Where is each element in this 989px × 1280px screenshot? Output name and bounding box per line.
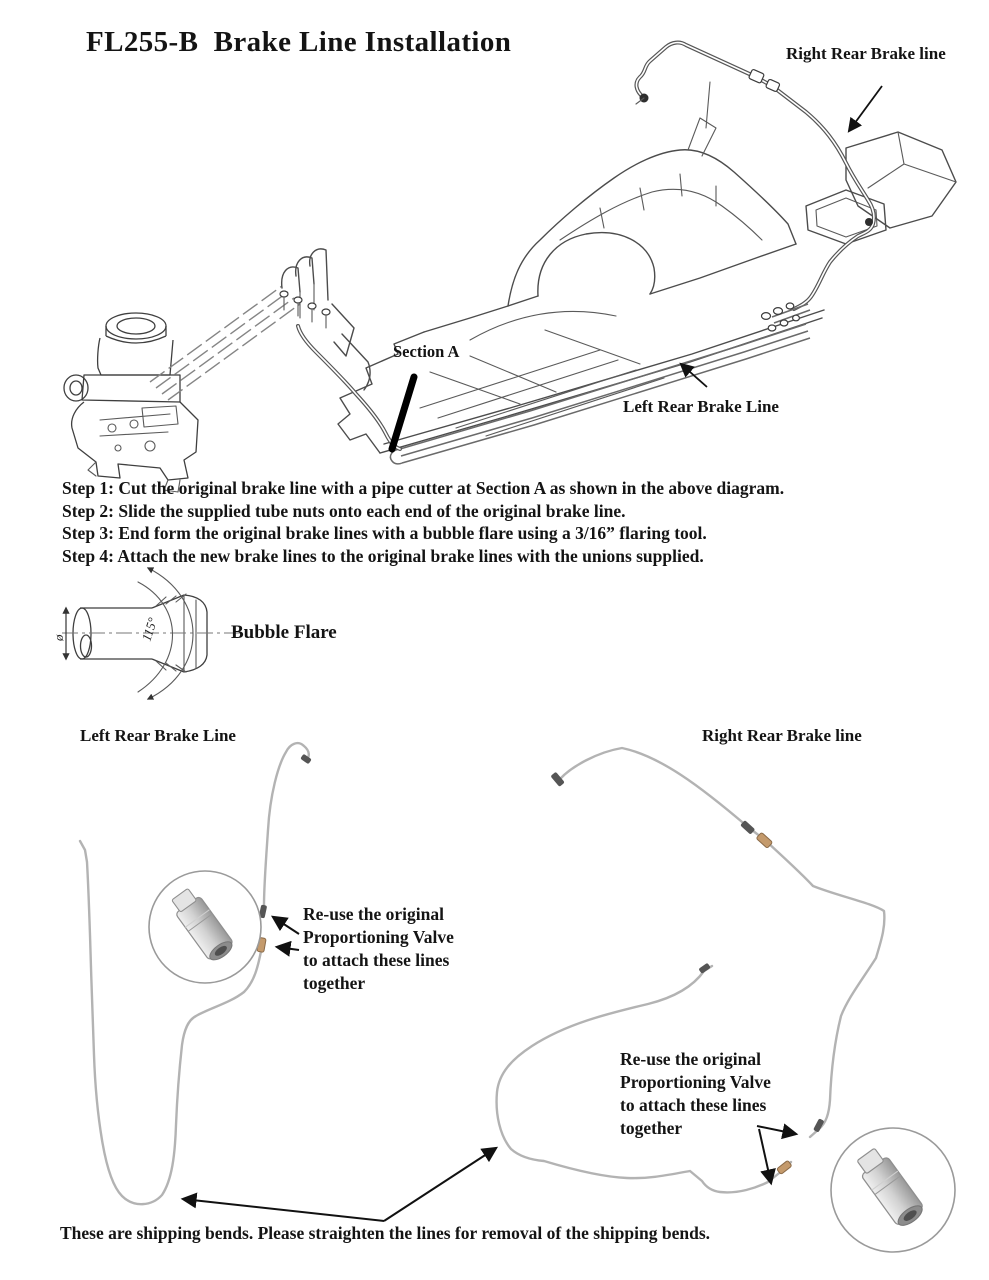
flare-angle-label: 115° [138, 615, 161, 643]
arrow-shipping-bend-right [384, 1148, 496, 1221]
note-line: together [620, 1118, 683, 1138]
arrow-note-left-1 [273, 917, 299, 934]
arrow-note-left-2 [277, 947, 299, 950]
union-inset-left [149, 871, 261, 983]
bubble-flare-label: Bubble Flare [231, 622, 337, 643]
note-reuse-proportioning-valve-left [303, 903, 493, 995]
note-line: to attach these lines [303, 950, 450, 970]
heading-left-rear-brake-line: Left Rear Brake Line [80, 726, 236, 745]
step-1: Step 1: Cut the original brake line with a pipe cutter at Section A as shown in the above diagram. [62, 478, 785, 498]
label-left-rear-brake-line-top: Left Rear Brake Line [623, 397, 779, 416]
page-title: FL255-B Brake Line Installation [86, 26, 512, 58]
bubble-flare-drawing [51, 568, 240, 699]
step-3: Step 3: End form the original brake lines with a bubble flare using a 3/16” flaring tool. [62, 523, 707, 544]
note-line: to attach these lines [620, 1095, 767, 1115]
note-reuse-proportioning-valve-right [620, 1048, 810, 1140]
master-cylinder-sketch [64, 249, 370, 492]
flare-diameter-symbol: ø [51, 634, 66, 641]
note-line: together [303, 973, 366, 993]
arrow-shipping-bend-left [183, 1199, 384, 1221]
heading-right-rear-brake-line: Right Rear Brake line [702, 726, 862, 745]
note-line: Proportioning Valve [620, 1072, 771, 1092]
right-rear-line-top [636, 43, 874, 309]
installation-steps [62, 477, 784, 567]
note-line: Re-use the original [620, 1049, 761, 1069]
step-4: Step 4: Attach the new brake lines to the original brake lines with the unions supplied. [62, 545, 704, 566]
label-section-a: Section A [393, 342, 460, 361]
left-rear-line-top [298, 303, 810, 464]
shipping-bends-caption: These are shipping bends. Please straighten the lines for removal of the shipping bends. [60, 1223, 711, 1243]
note-line: Re-use the original [303, 904, 444, 924]
arrow-right-rear-top [849, 86, 882, 131]
union-inset-right [831, 1128, 955, 1252]
step-2: Step 2: Slide the supplied tube nuts onto each end of the original brake line. [62, 500, 626, 521]
label-right-rear-brake-line-top: Right Rear Brake line [786, 44, 946, 63]
note-line: Proportioning Valve [303, 927, 454, 947]
